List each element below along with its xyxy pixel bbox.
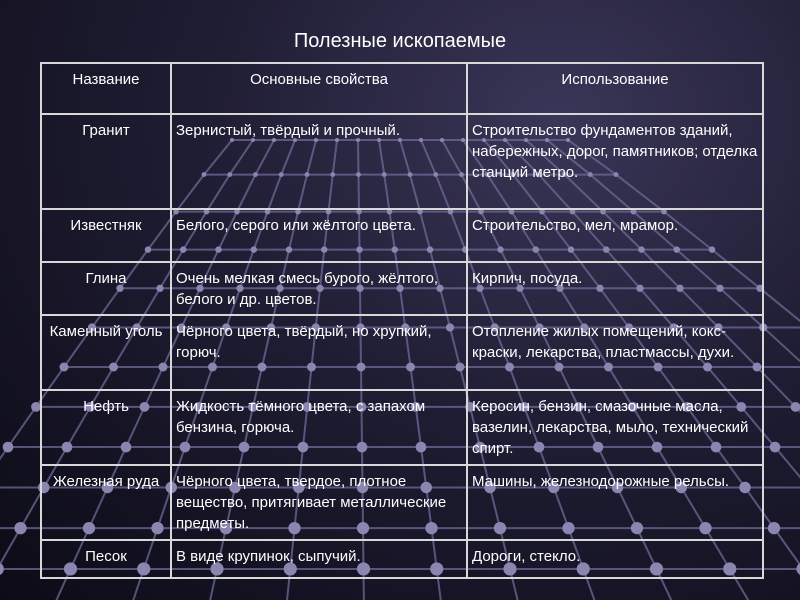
mineral-name: Известняк <box>41 209 171 262</box>
mineral-properties: В виде крупинок, сыпучий. <box>171 540 467 578</box>
mineral-name: Песок <box>41 540 171 578</box>
mineral-usage: Дороги, стекло. <box>467 540 763 578</box>
mineral-name: Нефть <box>41 390 171 465</box>
mineral-name: Каменный уголь <box>41 315 171 390</box>
header-name: Название <box>41 63 171 114</box>
mineral-usage: Отопление жилых помещений, кокс-краски, лекарства, пластмассы, духи. <box>467 315 763 390</box>
table-row <box>41 315 763 390</box>
mineral-usage: Машины, железнодорожные рельсы. <box>467 465 763 540</box>
mineral-name: Железная руда <box>41 465 171 540</box>
table-row <box>41 114 763 209</box>
mineral-properties: Жидкость тёмного цвета, с запахом бензина, горюча. <box>171 390 467 465</box>
mineral-properties: Чёрного цвета, твердое, плотное вещество, притягивает металлические предметы. <box>171 465 467 540</box>
mineral-usage: Керосин, бензин, смазочные масла, вазелин, лекарства, мыло, технический спирт. <box>467 390 763 465</box>
table-row <box>41 209 763 262</box>
table-row <box>41 465 763 540</box>
mineral-name: Глина <box>41 262 171 315</box>
header-usage: Использование <box>467 63 763 114</box>
header-properties: Основные свойства <box>171 63 467 114</box>
table-row <box>41 390 763 465</box>
mineral-usage: Строительство фундаментов зданий, набережных, дорог, памятников; отделка станций метро. <box>467 114 763 209</box>
mineral-properties: Чёрного цвета, твёрдый, но хрупкий, горюч. <box>171 315 467 390</box>
mineral-usage: Кирпич, посуда. <box>467 262 763 315</box>
minerals-table <box>40 62 764 579</box>
mineral-properties: Очень мелкая смесь бурого, жёлтого, белого и др. цветов. <box>171 262 467 315</box>
table-header-row <box>41 63 763 114</box>
table-row <box>41 540 763 578</box>
mineral-properties: Зернистый, твёрдый и прочный. <box>171 114 467 209</box>
mineral-name: Гранит <box>41 114 171 209</box>
mineral-properties: Белого, серого или жёлтого цвета. <box>171 209 467 262</box>
slide-title: Полезные ископаемые <box>293 30 507 52</box>
mineral-usage: Строительство, мел, мрамор. <box>467 209 763 262</box>
table-row <box>41 262 763 315</box>
